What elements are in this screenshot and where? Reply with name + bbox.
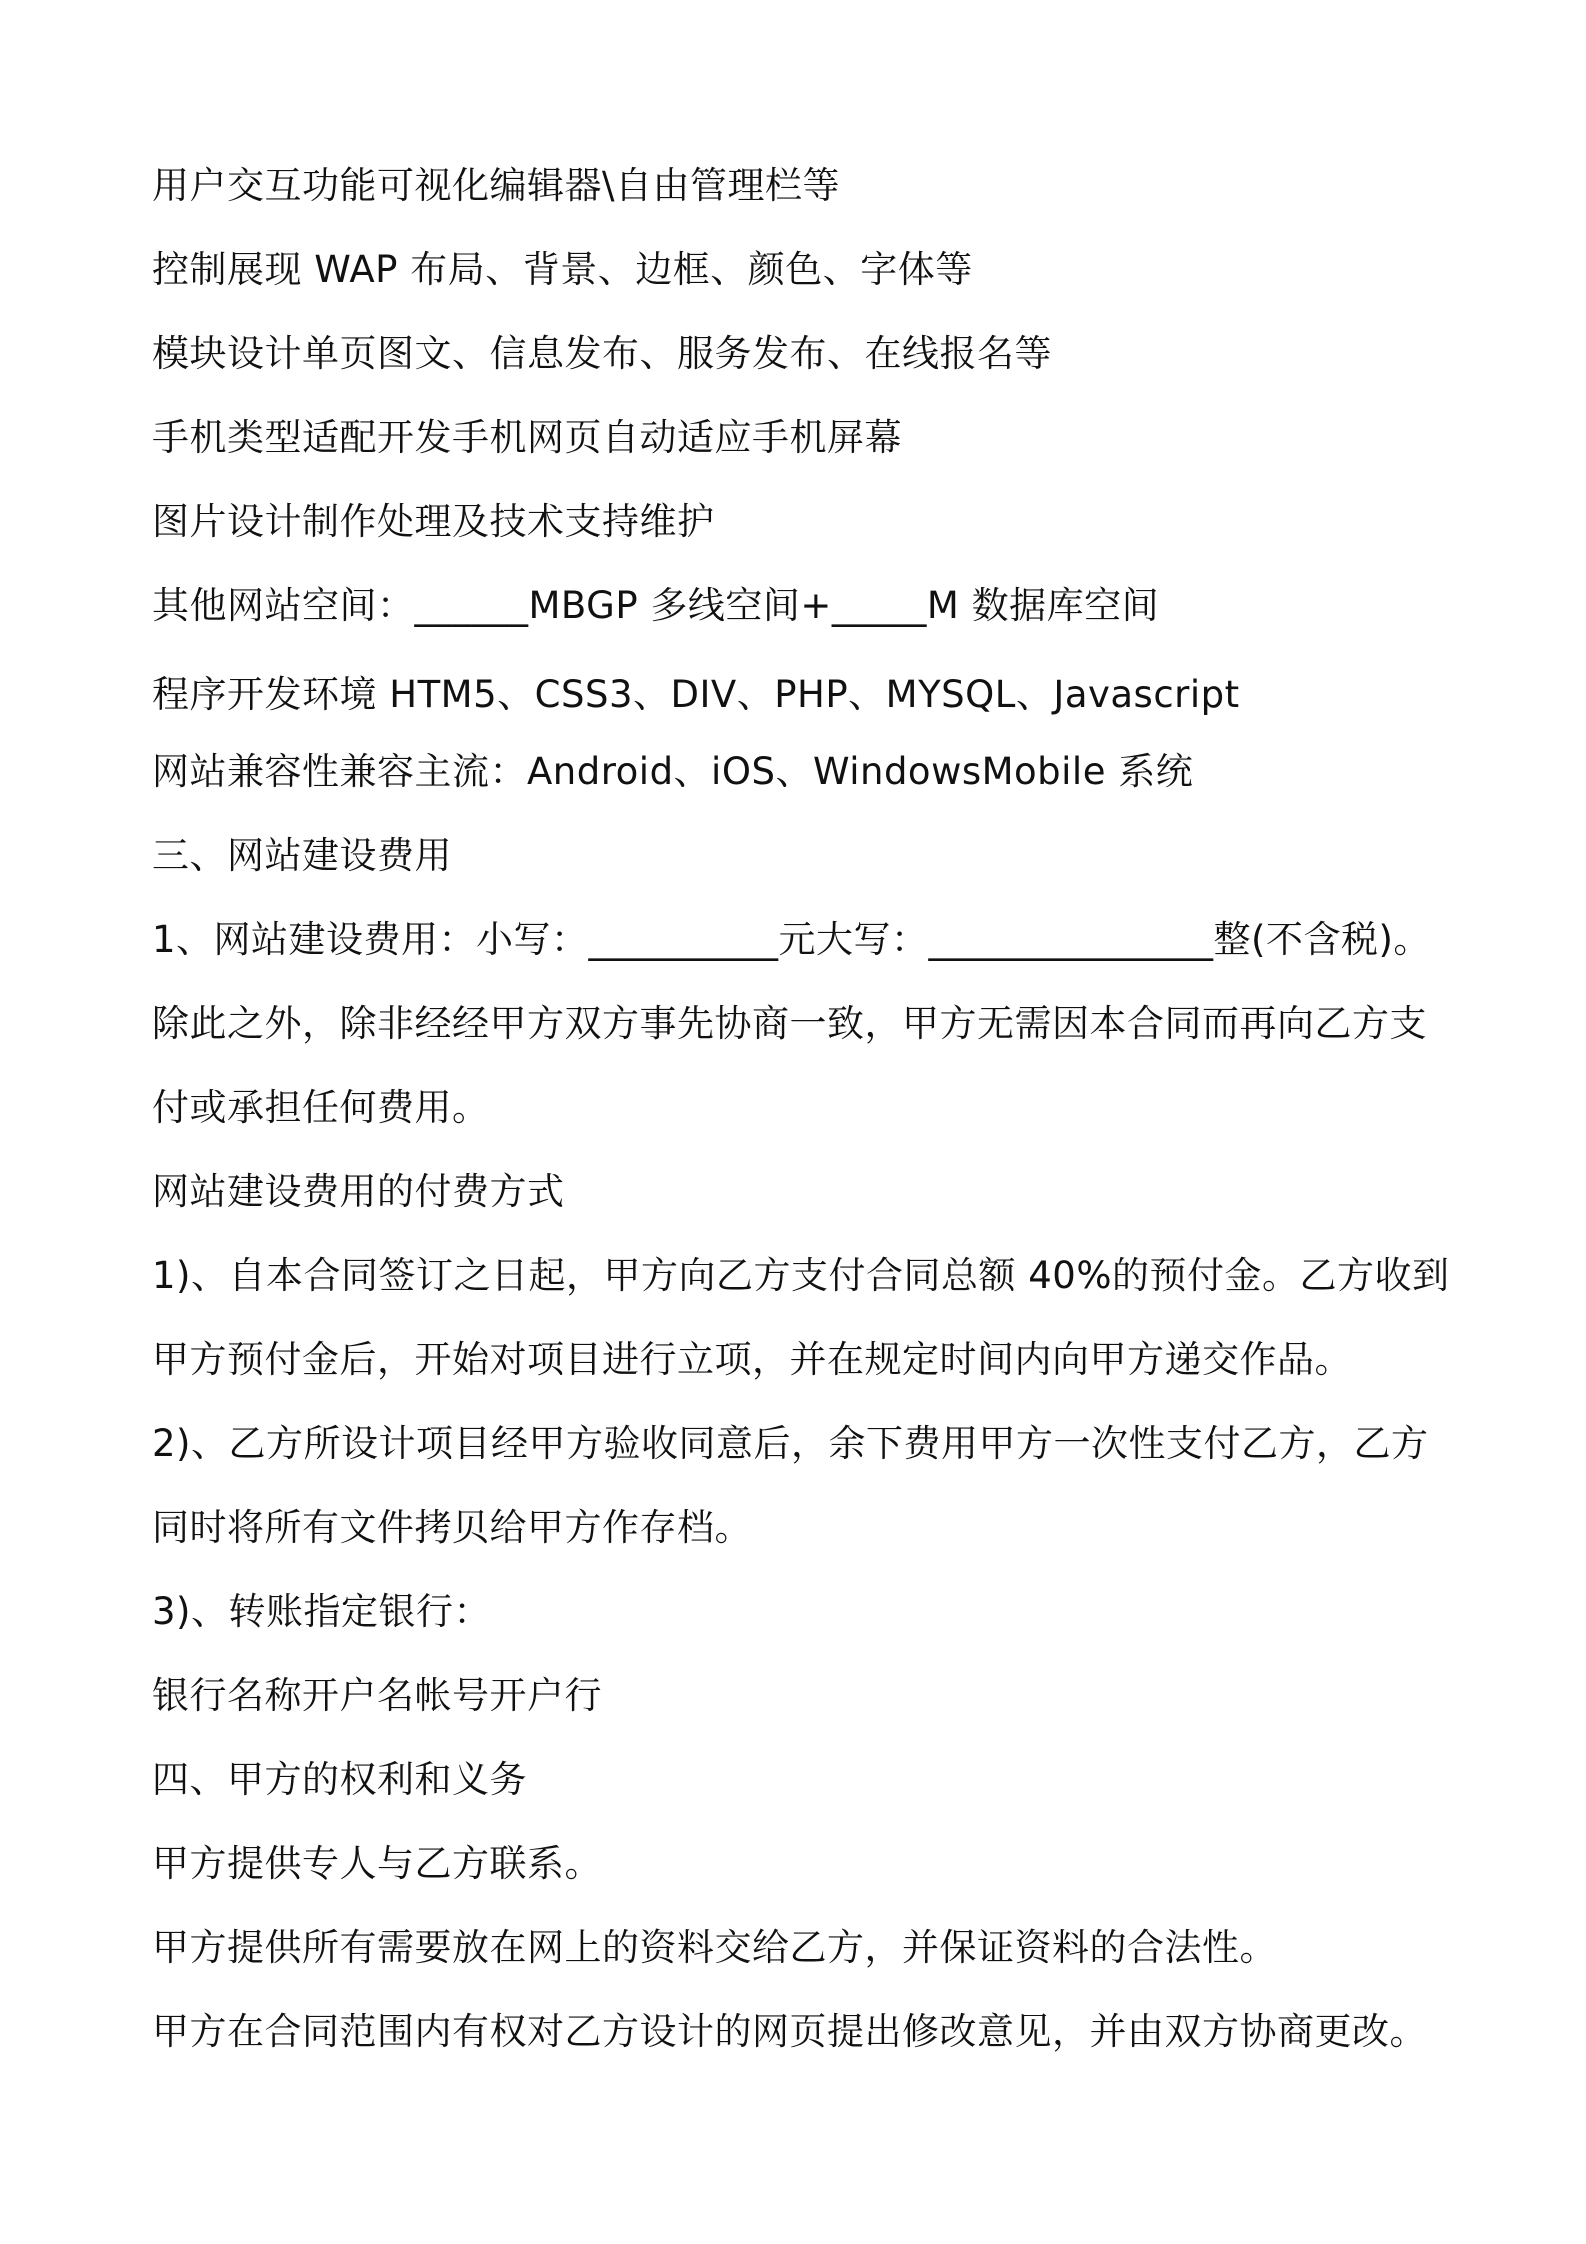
text-line-7: 程序开发环境 HTM5、CSS3、DIV、PHP、MYSQL、Javascript [152, 673, 1240, 716]
text-line-2: 控制展现 WAP 布局、背景、边框、颜色、字体等 [152, 248, 973, 291]
text-line-23: 甲方在合同范围内有权对乙方设计的网页提出修改意见，并由双方协商更改。 [152, 2010, 1427, 2053]
text-line-6: 其他网站空间：______MBGP 多线空间+_____M 数据库空间 [152, 584, 1160, 627]
section-heading-party-a: 四、甲方的权利和义务 [152, 1758, 527, 1801]
section-heading-fees: 三、网站建设费用 [152, 834, 452, 877]
text-line-8: 网站兼容性兼容主流：Android、iOS、WindowsMobile 系统 [152, 750, 1194, 793]
text-line-18: 3)、转账指定银行： [152, 1590, 491, 1633]
text-line-21: 甲方提供专人与乙方联系。 [152, 1842, 602, 1885]
text-line-4: 手机类型适配开发手机网页自动适应手机屏幕 [152, 416, 902, 459]
text-line-14: 1)、自本合同签订之日起，甲方向乙方支付合同总额 40%的预付金。乙方收到 [152, 1254, 1450, 1297]
text-line-12: 付或承担任何费用。 [152, 1086, 490, 1129]
text-line-16: 2)、乙方所设计项目经甲方验收同意后，余下费用甲方一次性支付乙方，乙方 [152, 1422, 1429, 1465]
text-line-13: 网站建设费用的付费方式 [152, 1170, 565, 1213]
text-line-19: 银行名称开户名帐号开户行 [152, 1674, 602, 1717]
text-line-11: 除此之外，除非经经甲方双方事先协商一致，甲方无需因本合同而再向乙方支 [152, 1002, 1427, 1045]
text-line-10: 1、网站建设费用：小写：__________元大写：_______________整(不含税)。 [152, 918, 1431, 961]
text-line-3: 模块设计单页图文、信息发布、服务发布、在线报名等 [152, 332, 1052, 375]
text-line-5: 图片设计制作处理及技术支持维护 [152, 500, 715, 543]
text-line-22: 甲方提供所有需要放在网上的资料交给乙方，并保证资料的合法性。 [152, 1926, 1277, 1969]
text-line-1: 用户交互功能可视化编辑器\自由管理栏等 [152, 164, 840, 207]
text-line-17: 同时将所有文件拷贝给甲方作存档。 [152, 1506, 752, 1549]
text-line-15: 甲方预付金后，开始对项目进行立项，并在规定时间内向甲方递交作品。 [152, 1338, 1352, 1381]
